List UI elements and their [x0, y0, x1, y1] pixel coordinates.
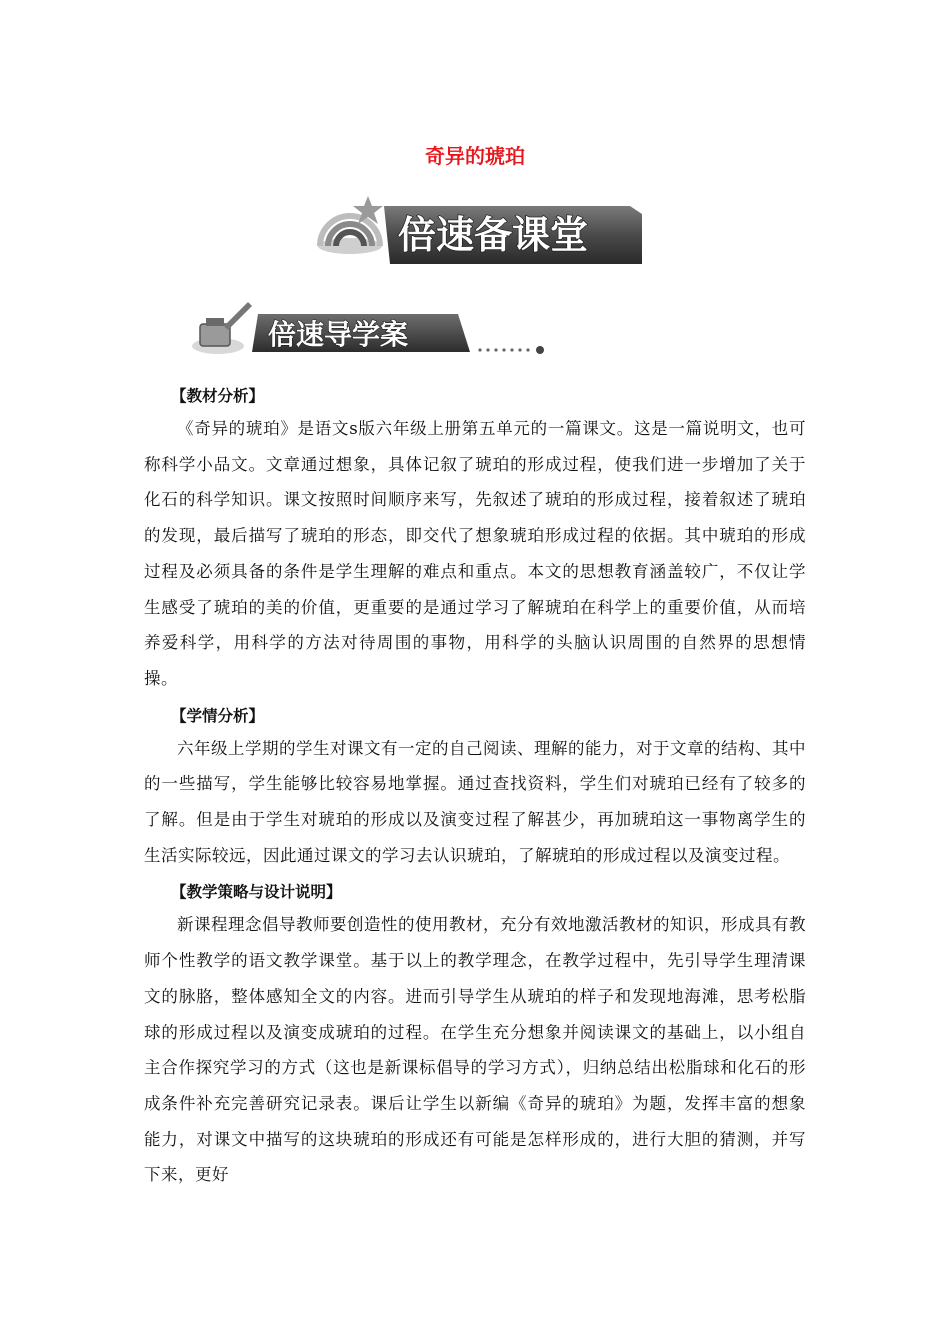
document-body — [144, 381, 806, 1197]
page-title: 奇异的琥珀 — [425, 144, 525, 168]
rainbow-emblem-icon — [318, 196, 383, 254]
banner-main-text: 倍速备课堂 — [398, 213, 589, 257]
dotted-line-decoration — [478, 346, 544, 354]
banner-main — [312, 186, 642, 268]
section-paragraph-textbook-analysis: 《奇异的琥珀》是语文s版六年级上册第五单元的一篇课文。这是一篇说明文，也可称科学小品文。文章通过想象，具体记叙了琥珀的形成过程，使我们进一步增加了关于化石的科学知识。课文按照时间顺序来写，先叙述了琥珀的形成过程，接着叙述了琥珀的发现，最后描写了琥珀的形态，即交代了想象琥珀形成过程的依据。其中琥珀的形成过程及必须具备的条件是学生理解的难点和重点。本文的思想教育涵盖较广，不仅让学生感受了琥珀的美的价值，更重要的是通过学习了解琥珀在科学上的重要价值，从而培养爱科学，用科学的方法对待周围的事物，用科学的头脑认识周围的自然界的思想情操。 — [144, 419, 806, 688]
section-paragraph-teaching-strategy: 新课程理念倡导教师要创造性的使用教材，充分有效地激活教材的知识，形成具有教师个性教学的语文教学课堂。基于以上的教学理念，在教学过程中，先引导学生理清课文的脉胳，整体感知全文的内容。进而引导学生从琥珀的样子和发现地海滩，思考松脂球的形成过程以及演变成琥珀的过程。在学生充分想象并阅读课文的基础上，以小组自主合作探究学习的方式（这也是新课标倡导的学习方式），归纳总结出松脂球和化石的形成条件补充完善研究记录表。课后让学生以新编《奇异的琥珀》为题，发挥丰富的想象能力，对课文中描写的这块琥珀的形成还有可能是怎样形成的，进行大胆的猜测，并写下来，更好 — [144, 915, 806, 1185]
inkwell-quill-icon — [192, 302, 252, 354]
section-paragraph-student-analysis: 六年级上学期的学生对课文有一定的自己阅读、理解的能力，对于文章的结构、其中的一些描写，学生能够比较容易地掌握。通过查找资料，学生们对琥珀已经有了较多的了解。但是由于学生对琥珀的形成以及演变过程了解甚少，再加琥珀这一事物离学生的生活实际较远，因此通过课文的学习去认识琥珀，了解琥珀的形成过程以及演变过程。 — [144, 738, 806, 865]
banner-sub — [188, 298, 552, 360]
banner-sub-text: 倍速导学案 — [268, 318, 409, 351]
section-heading-student-analysis: 【学情分析】 — [171, 706, 265, 725]
section-heading-teaching-strategy: 【教学策略与设计说明】 — [171, 883, 342, 902]
section-heading-textbook-analysis: 【教材分析】 — [171, 387, 265, 405]
